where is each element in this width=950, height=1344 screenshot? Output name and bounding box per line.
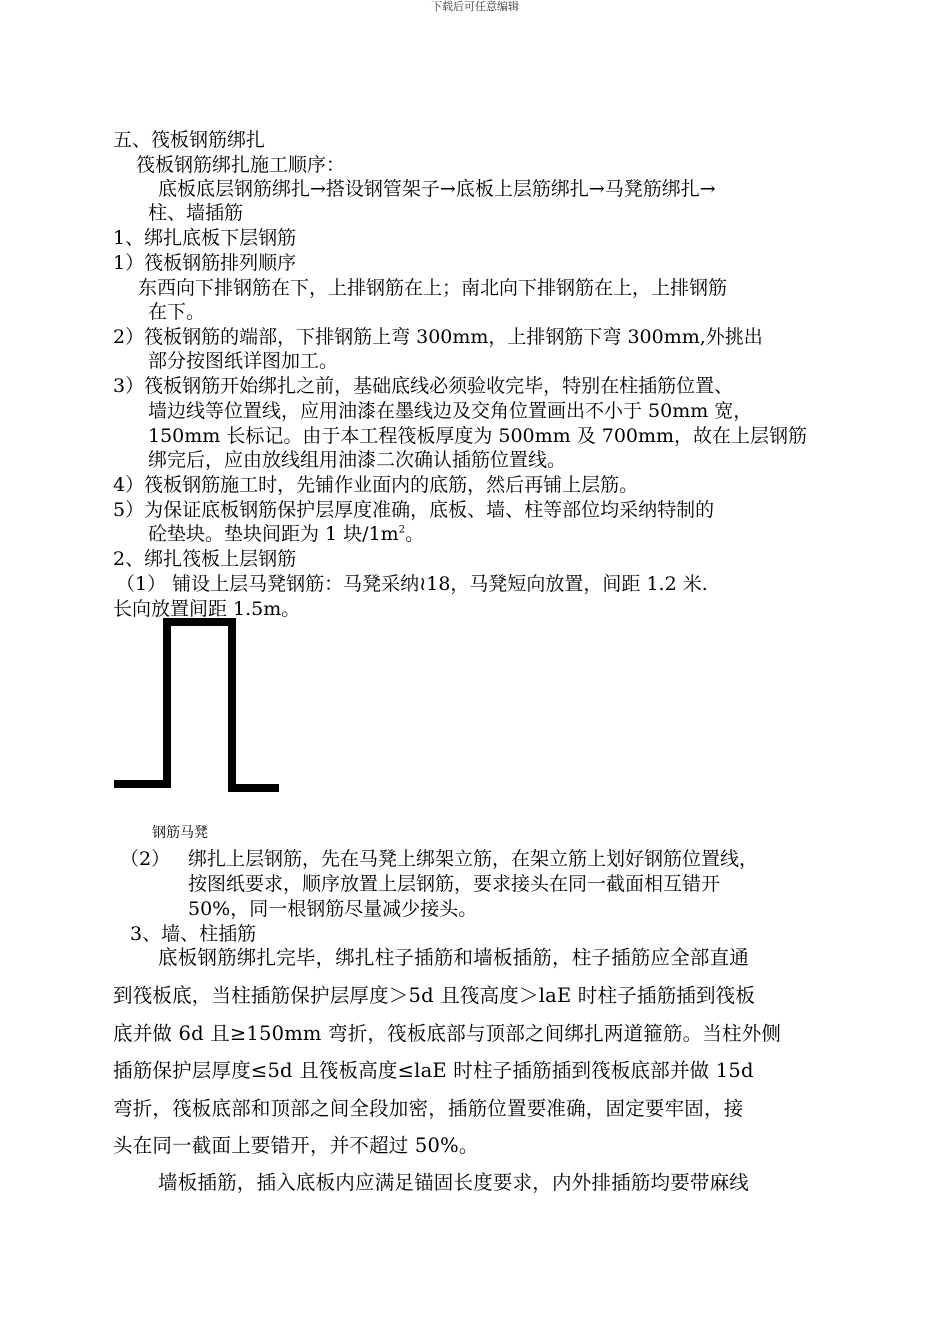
item-1-sub-1-title: 1）筏板钢筋排列顺序 (113, 252, 297, 274)
item-3-para-1-line-5: 弯折，筏板底部和顶部之间全段加密，插筋位置要准确，固定要牢固，接 (113, 1097, 744, 1120)
item-1-sub-5-line-2 (148, 522, 424, 546)
section-title: 五、筏板钢筋绑扎 (113, 129, 266, 151)
item-2-p2-line-2: 按图纸要求，顺序放置上层钢筋，要求接头在同一截面相互错开 (188, 873, 721, 895)
item-1-title: 1、绑扎底板下层钢筋 (113, 227, 297, 249)
item-1-sub-3-line-2: 墙边线等位置线，应用油漆在墨线边及交角位置画出不小于 50mm 宽， (148, 400, 753, 422)
item-1-sub-1-line-1: 东西向下排钢筋在下，上排钢筋在上；南北向下排钢筋在上，上排钢筋 (138, 277, 728, 299)
sub-5-line-2-end: 。 (405, 523, 425, 545)
item-3-para-1-line-2: 到筏板底，当柱插筋保护层厚度＞5d 且筏高度＞laE 时柱子插筋插到筏板 (113, 984, 756, 1007)
item-2-p2-label: （2） (120, 848, 171, 870)
item-1-sub-2-line-1: 2）筏板钢筋的端部，下排钢筋上弯 300mm，上排钢筋下弯 300mm,外挑出 (113, 326, 763, 348)
item-3-para-2-line-1: 墙板插筋，插入底板内应满足锚固长度要求，内外排插筋均要带麻线 (158, 1171, 750, 1194)
item-1-sub-3-line-1: 3）筏板钢筋开始绑扎之前，基础底线必须验收完毕，特别在柱插筋位置、 (113, 375, 734, 397)
item-3-para-1-line-4: 插筋保护层厚度≤5d 且筏板高度≤laE 时柱子插筋插到筏板底部并做 15d (113, 1059, 754, 1082)
sequence-line-2: 柱、墙插筋 (148, 202, 244, 224)
item-1-sub-5-line-1: 5）为保证底板钢筋保护层厚度准确，底板、墙、柱等部位均采纳特制的 (113, 499, 715, 521)
rebar-stool-shape (114, 622, 279, 788)
item-1-sub-4-line-1: 4）筏板钢筋施工时，先铺作业面内的底筋，然后再铺上层筋。 (113, 474, 639, 496)
item-3-para-1-line-6: 头在同一截面上要错开，并不超过 50%。 (113, 1134, 479, 1157)
item-1-sub-2-line-2: 部分按图纸详图加工。 (148, 350, 339, 372)
item-2-p2-line-3: 50%，同一根钢筋尽量减少接头。 (188, 898, 478, 920)
item-1-sub-3-line-4: 绑完后，应由放线组用油漆二次确认插筋位置线。 (148, 449, 567, 471)
item-1-sub-3-line-3: 150mm 长标记。由于本工程筏板厚度为 500mm 及 700mm，故在上层钢筋 (148, 425, 808, 447)
item-2-p1-line-1: （1） 铺设上层马凳钢筋：马凳采纳≀18，马凳短向放置，间距 1.2 米. (116, 573, 708, 595)
item-2-title: 2、绑扎筏板上层钢筋 (113, 548, 297, 570)
sequence-label: 筏板钢筋绑扎施工顺序： (136, 154, 346, 176)
item-3-para-1-line-3: 底并做 6d 且≥150mm 弯折，筏板底部与顶部之间绑扎两道箍筋。当柱外侧 (113, 1022, 782, 1045)
page-header-note: 下载后可任意编辑 (431, 0, 519, 13)
item-3-title: 3、墙、柱插筋 (130, 923, 257, 945)
item-2-p2-line-1: 绑扎上层钢筋，先在马凳上绑架立筋，在架立筋上划好钢筋位置线， (188, 848, 759, 870)
item-3-para-1-line-1: 底板钢筋绑扎完毕，绑扎柱子插筋和墙板插筋，柱子插筋应全部直通 (158, 946, 750, 969)
rebar-stool-figure (112, 616, 284, 798)
sequence-line-1: 底板底层钢筋绑扎→搭设钢管架子→底板上层筋绑扎→马凳筋绑扎→ (158, 178, 716, 200)
item-1-sub-1-line-2: 在下。 (148, 301, 206, 323)
squared-superscript: 2 (398, 524, 406, 536)
item-2-p1-line-2: 长向放置间距 1.5m。 (113, 598, 301, 620)
sub-5-line-2-text: 砼垫块。垫块间距为 1 块/1m (148, 523, 399, 545)
figure-caption: 钢筋马凳 (152, 825, 208, 841)
